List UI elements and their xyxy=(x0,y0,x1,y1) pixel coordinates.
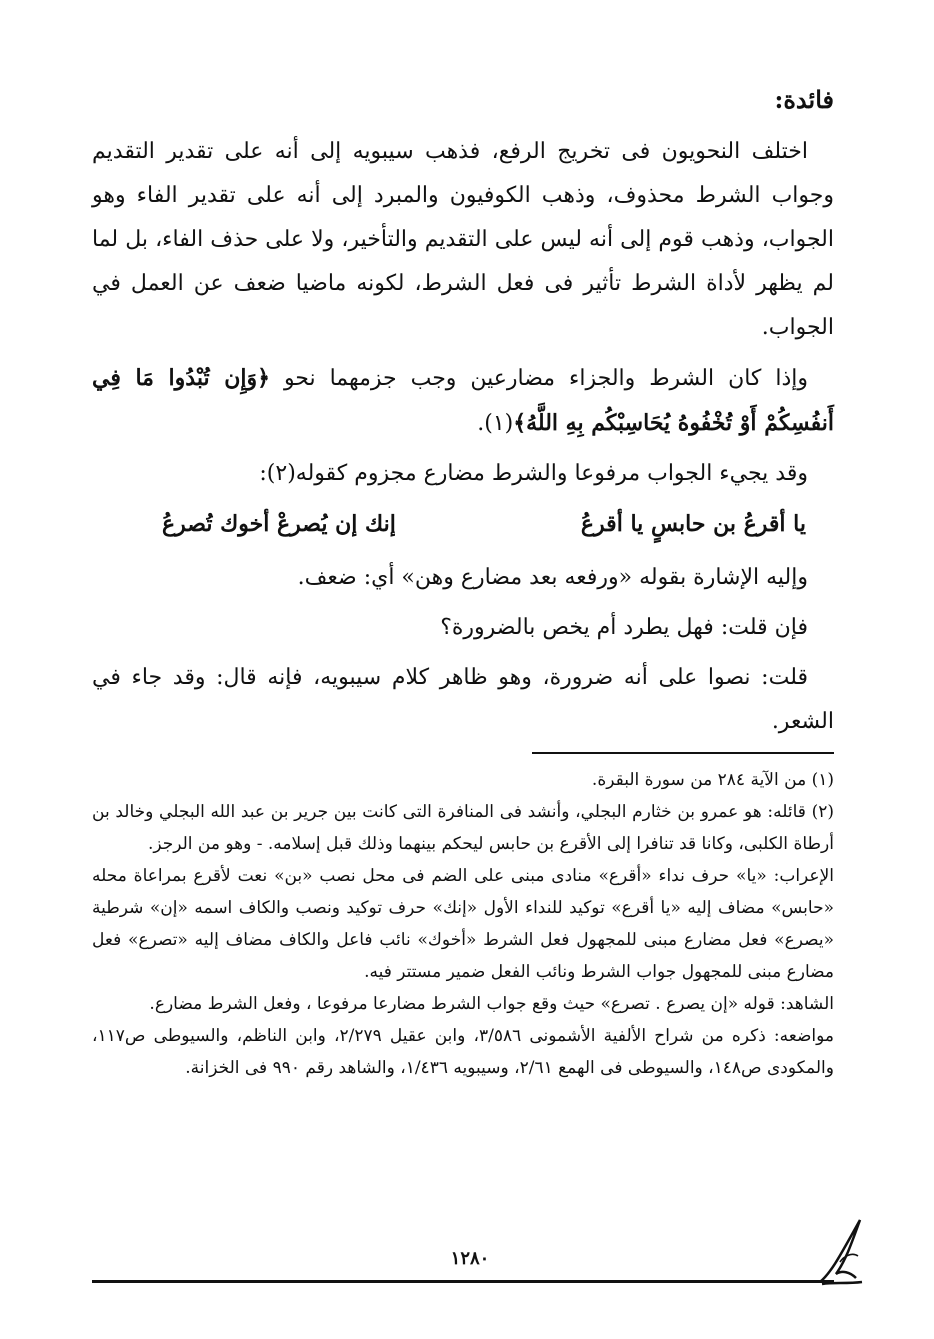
footnote-1: (١) من الآية ٢٨٤ من سورة البقرة. xyxy=(591,770,834,790)
quran-before: وإذا كان الشرط والجزاء مضارعين وجب جزمهما نحو xyxy=(270,366,808,391)
paragraph-answer: قلت: نصوا على أنه ضرورة، وهو ظاهر كلام سيبويه، فإنه قال: وقد جاء في الشعر. xyxy=(92,665,834,734)
footnote-divider xyxy=(532,752,834,754)
section-heading: فائدة: xyxy=(774,85,834,114)
footnotes xyxy=(92,764,834,1084)
quill-logo-icon xyxy=(812,1212,872,1292)
poem-hemistich-left: إنك إن يُصرعْ أخوك تُصرعُ xyxy=(162,511,396,537)
poem-hemistich-right: يا أقرعُ بن حابسٍ يا أقرعُ xyxy=(580,511,806,537)
footnote-shahid: الشاهد: قوله «إن يصرع . تصرع» حيث وقع جواب الشرط مضارعا مرفوعا ، وفعل الشرط مضارع. xyxy=(149,994,834,1014)
footnote-irab: الإعراب: «يا» حرف نداء «أقرع» منادى مبنى على الضم فى محل نصب «بن» نعت لأقرع بمراعاة محله «حابس» مضاف إليه «يا أقرع» توكيد للنداء الأول «إنك» حرف توكيد ونصب والكاف اسمه «إن» شرطية «يصرع» فعل مضارع مبنى للمجهول فعل الشرط «أخوك» نائب فاعل والكاف مضاف إليه «تصرع» فعل مضارع مبنى للمجهول جواب الشرط ونائب الفعل ضمير مستتر فيه. xyxy=(92,866,834,982)
paragraph-question: فإن قلت: فهل يطرد أم يخص بالضرورة؟ xyxy=(440,615,808,640)
quran-verse: ﴿وَإِن تُبْدُوا مَا فِي أَنفُسِكُمْ أَوْ تُخْفُوهُ يُحَاسِبْكُم بِهِ اللَّهُ﴾ xyxy=(92,365,834,436)
paragraph-quran-example xyxy=(92,356,834,446)
main-text xyxy=(92,82,834,750)
footnote-ref-1: (١). xyxy=(477,411,514,436)
footnote-mawadi: مواضعه: ذكره من شراح الألفية الأشمونى ٣/٥٨٦، وابن عقيل ٢/٢٧٩، وابن الناظم، والسيوطى ص١١٧، والمكودى ص١٤٨، والسيوطى فى الهمع ٢/٦١، وسيبويه ١/٤٣٦، والشاهد رقم ٩٩٠ فى الخزانة. xyxy=(92,1026,834,1078)
poem-intro: وقد يجيء الجواب مرفوعا والشرط مضارع مجزوم كقوله(٢): xyxy=(259,461,808,486)
poem-verse xyxy=(92,502,834,546)
footnote-2: (٢) قائله: هو عمرو بن خثارم البجلي، وأنشد فى المنافرة التى كانت بين جرير بن عبد الله البجلي وخالد بن أرطاة الكلبى، وكانا قد تنافرا إلى الأقرع بن حابس ليحكم بينهما وذلك قبل إسلامه. - وهو من الرجز. xyxy=(92,802,834,854)
page-number: ١٢٨٠ xyxy=(450,1248,490,1269)
paragraph-takhrij: اختلف النحويون فى تخريج الرفع، فذهب سيبويه إلى أنه على تقدير التقديم وجواب الشرط محذوف، وذهب الكوفيون والمبرد إلى أنه على تقدير الفاء وهو الجواب، وذهب قوم إلى أنه ليس على التقديم والتأخير، ولا على حذف الفاء، بل لما لم يظهر لأداة الشرط تأثير فى فعل الشرط، لكونه ماضيا ضعف عن العمل في الجواب. xyxy=(92,139,834,340)
paragraph-ishara: وإليه الإشارة بقوله «ورفعه بعد مضارع وهن» أي: ضعف. xyxy=(297,565,808,590)
bottom-rule xyxy=(92,1280,834,1283)
